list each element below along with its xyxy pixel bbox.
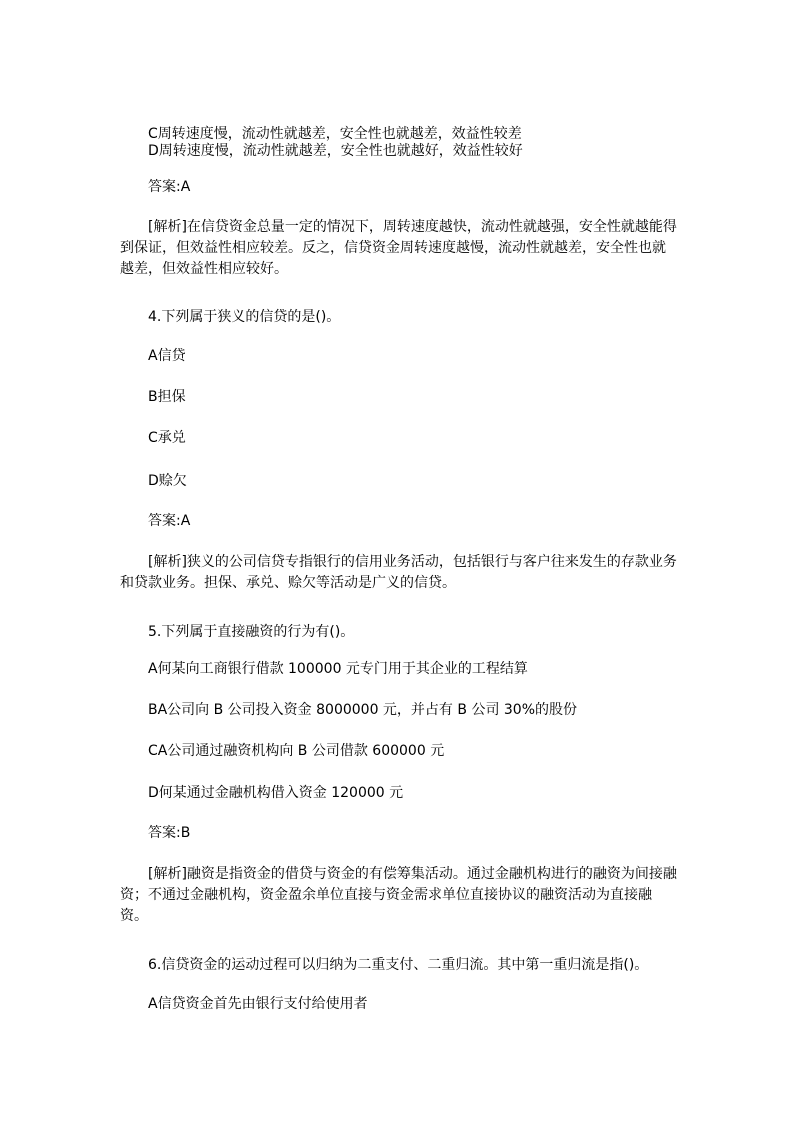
q5-option-b: BA公司向 B 公司投入资金 8000000 元，并占有 B 公司 30%的股份 (148, 702, 578, 718)
q4-question: 4.下列属于狭义的信贷的是()。 (148, 309, 341, 325)
q4-analysis: [解析]狭义的公司信贷专指银行的信用业务活动，包括银行与客户往来发生的存款业务和贷款业务。担保、承兑、赊欠等活动是广义的信贷。 (120, 554, 677, 591)
q5-option-a: A何某向工商银行借款 100000 元专门用于其企业的工程结算 (148, 661, 528, 677)
q4-option-a: A信贷 (148, 348, 186, 364)
q5-question: 5.下列属于直接融资的行为有()。 (148, 624, 355, 640)
q3-analysis: [解析]在信贷资金总量一定的情况下，周转速度越快，流动性就越强，安全性就越能得到保证，但效益性相应较差。反之，信贷资金周转速度越慢，流动性就越差，安全性也就越差，但效益性相应较好。 (120, 219, 677, 277)
q5-option-d: D何某通过金融机构借入资金 120000 元 (148, 785, 404, 801)
q5-option-c: CA公司通过融资机构向 B 公司借款 600000 元 (148, 743, 445, 759)
q3-option-c: C周转速度慢，流动性就越差，安全性也就越差，效益性较差 (148, 126, 522, 142)
q4-answer: 答案:A (148, 513, 191, 529)
q3-answer: 答案:A (148, 179, 191, 195)
q4-option-c: C承兑 (148, 430, 186, 446)
q4-option-b: B担保 (148, 389, 186, 405)
q4-option-d: D赊欠 (148, 473, 187, 489)
q6-question: 6.信贷资金的运动过程可以归纳为二重支付、二重归流。其中第一重归流是指()。 (148, 957, 649, 973)
q3-option-d: D周转速度慢，流动性就越差，安全性也就越好，效益性较好 (148, 143, 523, 159)
q6-option-a: A信贷资金首先由银行支付给使用者 (148, 996, 368, 1012)
q5-analysis: [解析]融资是指资金的借贷与资金的有偿筹集活动。通过金融机构进行的融资为间接融资；不通过金融机构，资金盈余单位直接与资金需求单位直接协议的融资活动为直接融资。 (120, 866, 677, 924)
q5-answer: 答案:B (148, 825, 191, 841)
